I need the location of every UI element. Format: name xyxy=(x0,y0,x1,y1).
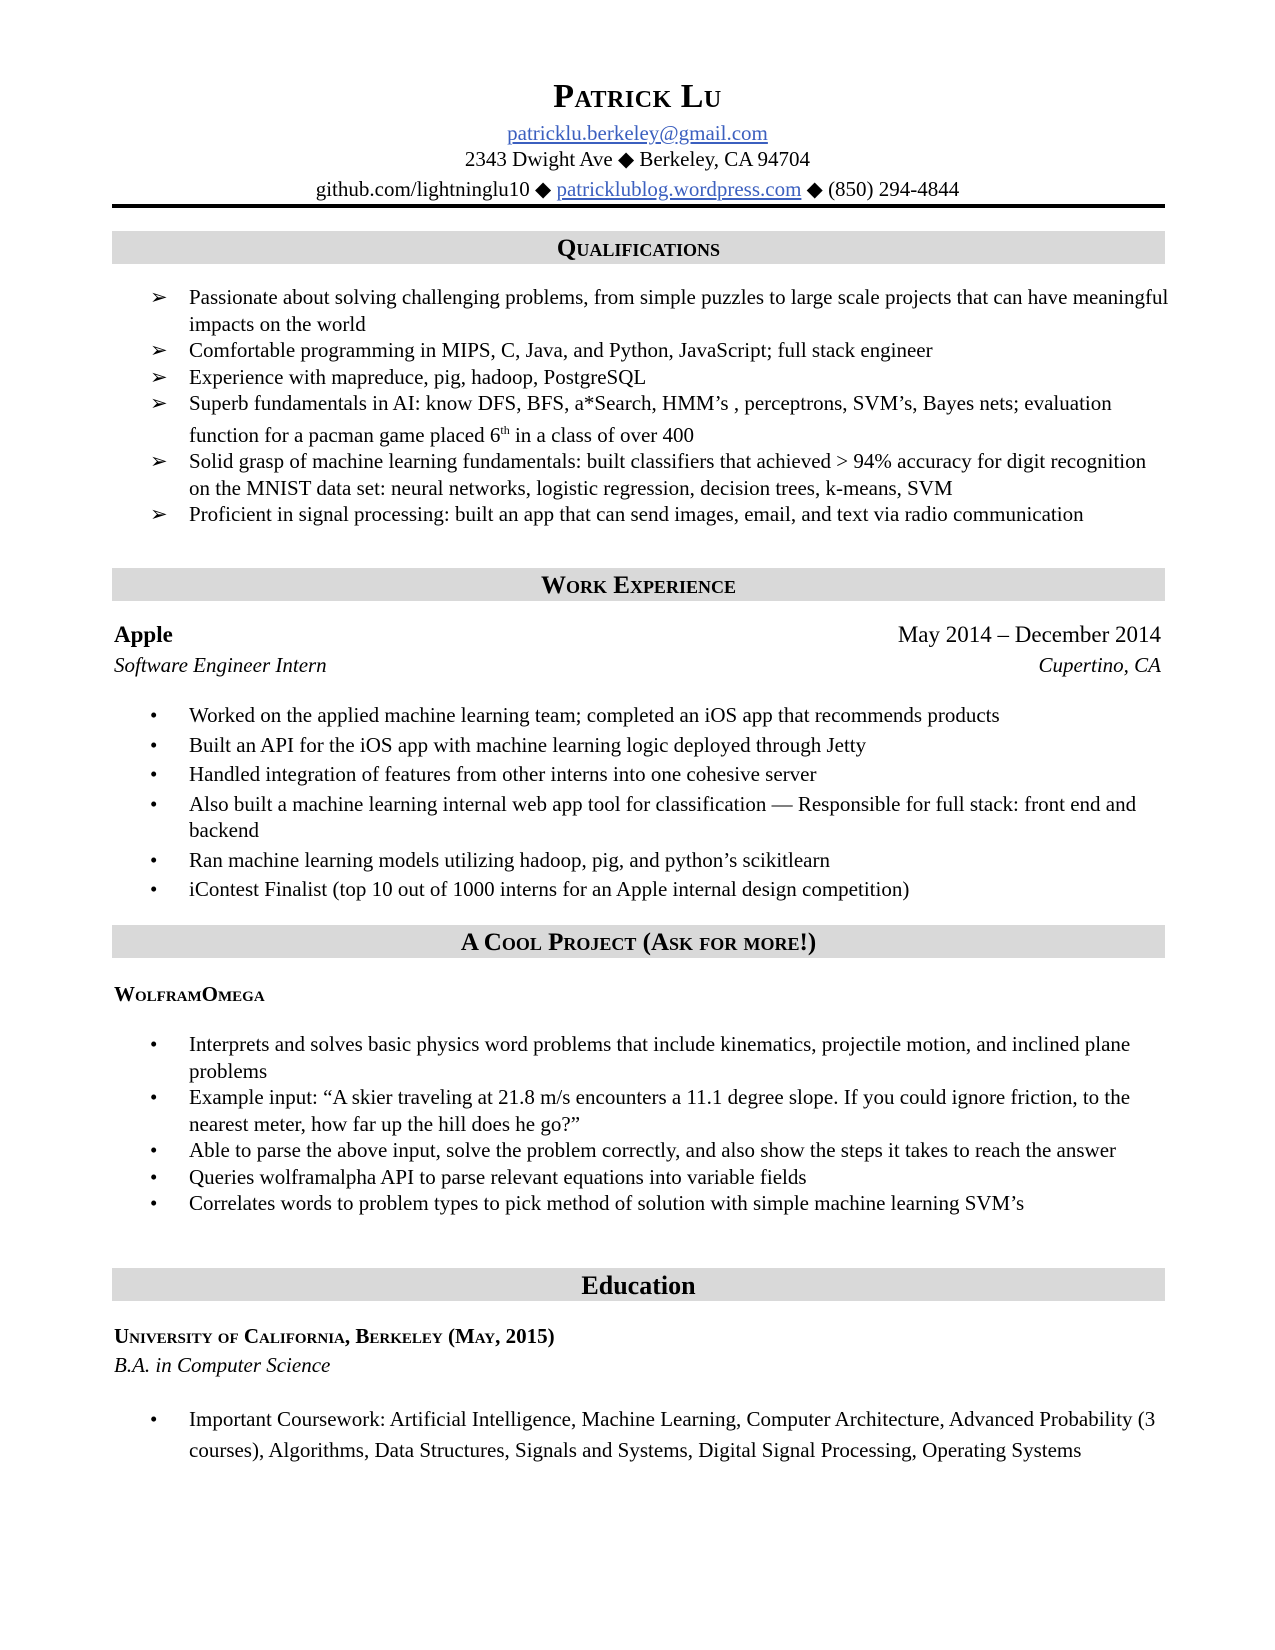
list-item: ➢ Experience with mapreduce, pig, hadoop, PostgreSQL xyxy=(150,364,647,389)
list-item: ➢ Superb fundamentals in AI: know DFS, BFS, a*Search, HMM’s , perceptrons, SVM’s, Bayes nets; evaluation function for a pacman game placed 6th in a class of over 400 xyxy=(150,391,1112,447)
arrow-bullet-icon: ➢ xyxy=(150,338,168,362)
project-list xyxy=(150,1031,1170,1217)
blog-link[interactable]: patricklublog.wordpress.com xyxy=(556,177,802,201)
bullet-icon: • xyxy=(150,1164,158,1189)
bullet-icon: • xyxy=(150,1032,158,1056)
list-item: ➢ Passionate about solving challenging problems, from simple puzzles to large scale projects that can have meaningful impacts on the world xyxy=(150,285,1169,336)
email-link[interactable]: patricklu.berkeley@gmail.com xyxy=(507,121,768,145)
qualifications-heading: Qualifications xyxy=(112,231,1165,264)
project-name: WolframOmega xyxy=(114,982,265,1006)
bullet-icon: • xyxy=(150,762,158,786)
list-item: ➢ Solid grasp of machine learning fundamentals: built classifiers that achieved > 94% accuracy for digit recognition on the MNIST data set: neural networks, logistic regression, decision trees, k-means, SVM xyxy=(150,449,1147,500)
list-item: • Built an API for the iOS app with machine learning logic deployed through Jetty xyxy=(150,732,867,757)
bullet-icon: • xyxy=(150,1085,158,1109)
bullet-icon: • xyxy=(150,703,158,727)
github: github.com/lightninglu10 xyxy=(315,177,530,201)
list-item: • Example input: “A skier traveling at 21.8 m/s encounters a 11.1 degree slope. If you could ignore friction, to the nearest meter, how far up the hill does he go?” xyxy=(150,1085,1131,1136)
list-item: • Able to parse the above input, solve the problem correctly, and also show the steps it takes to reach the answer xyxy=(150,1138,1117,1162)
education-list xyxy=(150,1404,1170,1465)
list-item: • Important Coursework: Artificial Intelligence, Machine Learning, Computer Architecture, Advanced Probability (3 courses), Algorithms, Data Structures, Signals and Systems, Digital Signal Processing, Operating Systems xyxy=(150,1404,1170,1465)
list-item: • Handled integration of features from other interns into one cohesive server xyxy=(150,762,817,786)
job-title: Software Engineer Intern xyxy=(114,653,327,677)
arrow-bullet-icon: ➢ xyxy=(150,364,168,389)
bullet-icon: • xyxy=(150,847,158,872)
work-dates: May 2014 – December 2014 xyxy=(897,622,1161,647)
arrow-bullet-icon: ➢ xyxy=(150,285,168,309)
degree: B.A. in Computer Science xyxy=(114,1353,331,1377)
arrow-bullet-icon: ➢ xyxy=(150,449,168,473)
diamond-icon: ◆ xyxy=(535,177,552,201)
company: Apple xyxy=(114,622,173,647)
school: University of California, Berkeley (May, 2015) xyxy=(114,1324,555,1348)
arrow-bullet-icon: ➢ xyxy=(150,391,168,415)
city: Berkeley, CA 94704 xyxy=(639,147,811,171)
bullet-icon: • xyxy=(150,791,158,816)
work-list xyxy=(150,702,1170,903)
list-item: • iContest Finalist (top 10 out of 1000 interns for an Apple internal design competition) xyxy=(150,877,910,901)
diamond-icon: ◆ xyxy=(806,177,823,201)
list-item: • Worked on the applied machine learning team; completed an iOS app that recommends products xyxy=(150,703,1000,727)
education-heading: Education xyxy=(112,1268,1165,1301)
bullet-icon: • xyxy=(150,877,158,901)
job-location: Cupertino, CA xyxy=(1038,653,1161,677)
list-item: ➢ Comfortable programming in MIPS, C, Java, and Python, JavaScript; full stack engineer xyxy=(150,338,933,362)
list-item: • Ran machine learning models utilizing hadoop, pig, and python’s scikitlearn xyxy=(150,847,830,872)
name: Patrick Lu xyxy=(553,78,722,115)
header-rule xyxy=(112,204,1165,208)
list-item: • Also built a machine learning internal web app tool for classification — Responsible for full stack: front end and backend xyxy=(150,791,1137,842)
work-heading: Work Experience xyxy=(112,568,1165,601)
address: 2343 Dwight Ave xyxy=(464,147,613,171)
list-item: • Interprets and solves basic physics word problems that include kinematics, projectile motion, and inclined plane problems xyxy=(150,1032,1131,1083)
bullet-icon: • xyxy=(150,1191,158,1215)
bullet-icon: • xyxy=(150,1407,158,1431)
qualifications-list xyxy=(150,284,1170,528)
arrow-bullet-icon: ➢ xyxy=(150,502,168,526)
list-item: • Queries wolframalpha API to parse relevant equations into variable fields xyxy=(150,1164,807,1189)
contact-line xyxy=(0,177,1275,202)
bullet-icon: • xyxy=(150,732,158,757)
address-line xyxy=(0,147,1275,172)
list-item: • Correlates words to problem types to pick method of solution with simple machine learning SVM’s xyxy=(150,1191,1025,1215)
phone: (850) 294-4844 xyxy=(828,177,960,201)
diamond-icon: ◆ xyxy=(617,147,635,171)
list-item: ➢ Proficient in signal processing: built an app that can send images, email, and text via radio communication xyxy=(150,502,1084,526)
project-heading: A Cool Project (Ask for more!) xyxy=(112,925,1165,958)
bullet-icon: • xyxy=(150,1138,158,1162)
